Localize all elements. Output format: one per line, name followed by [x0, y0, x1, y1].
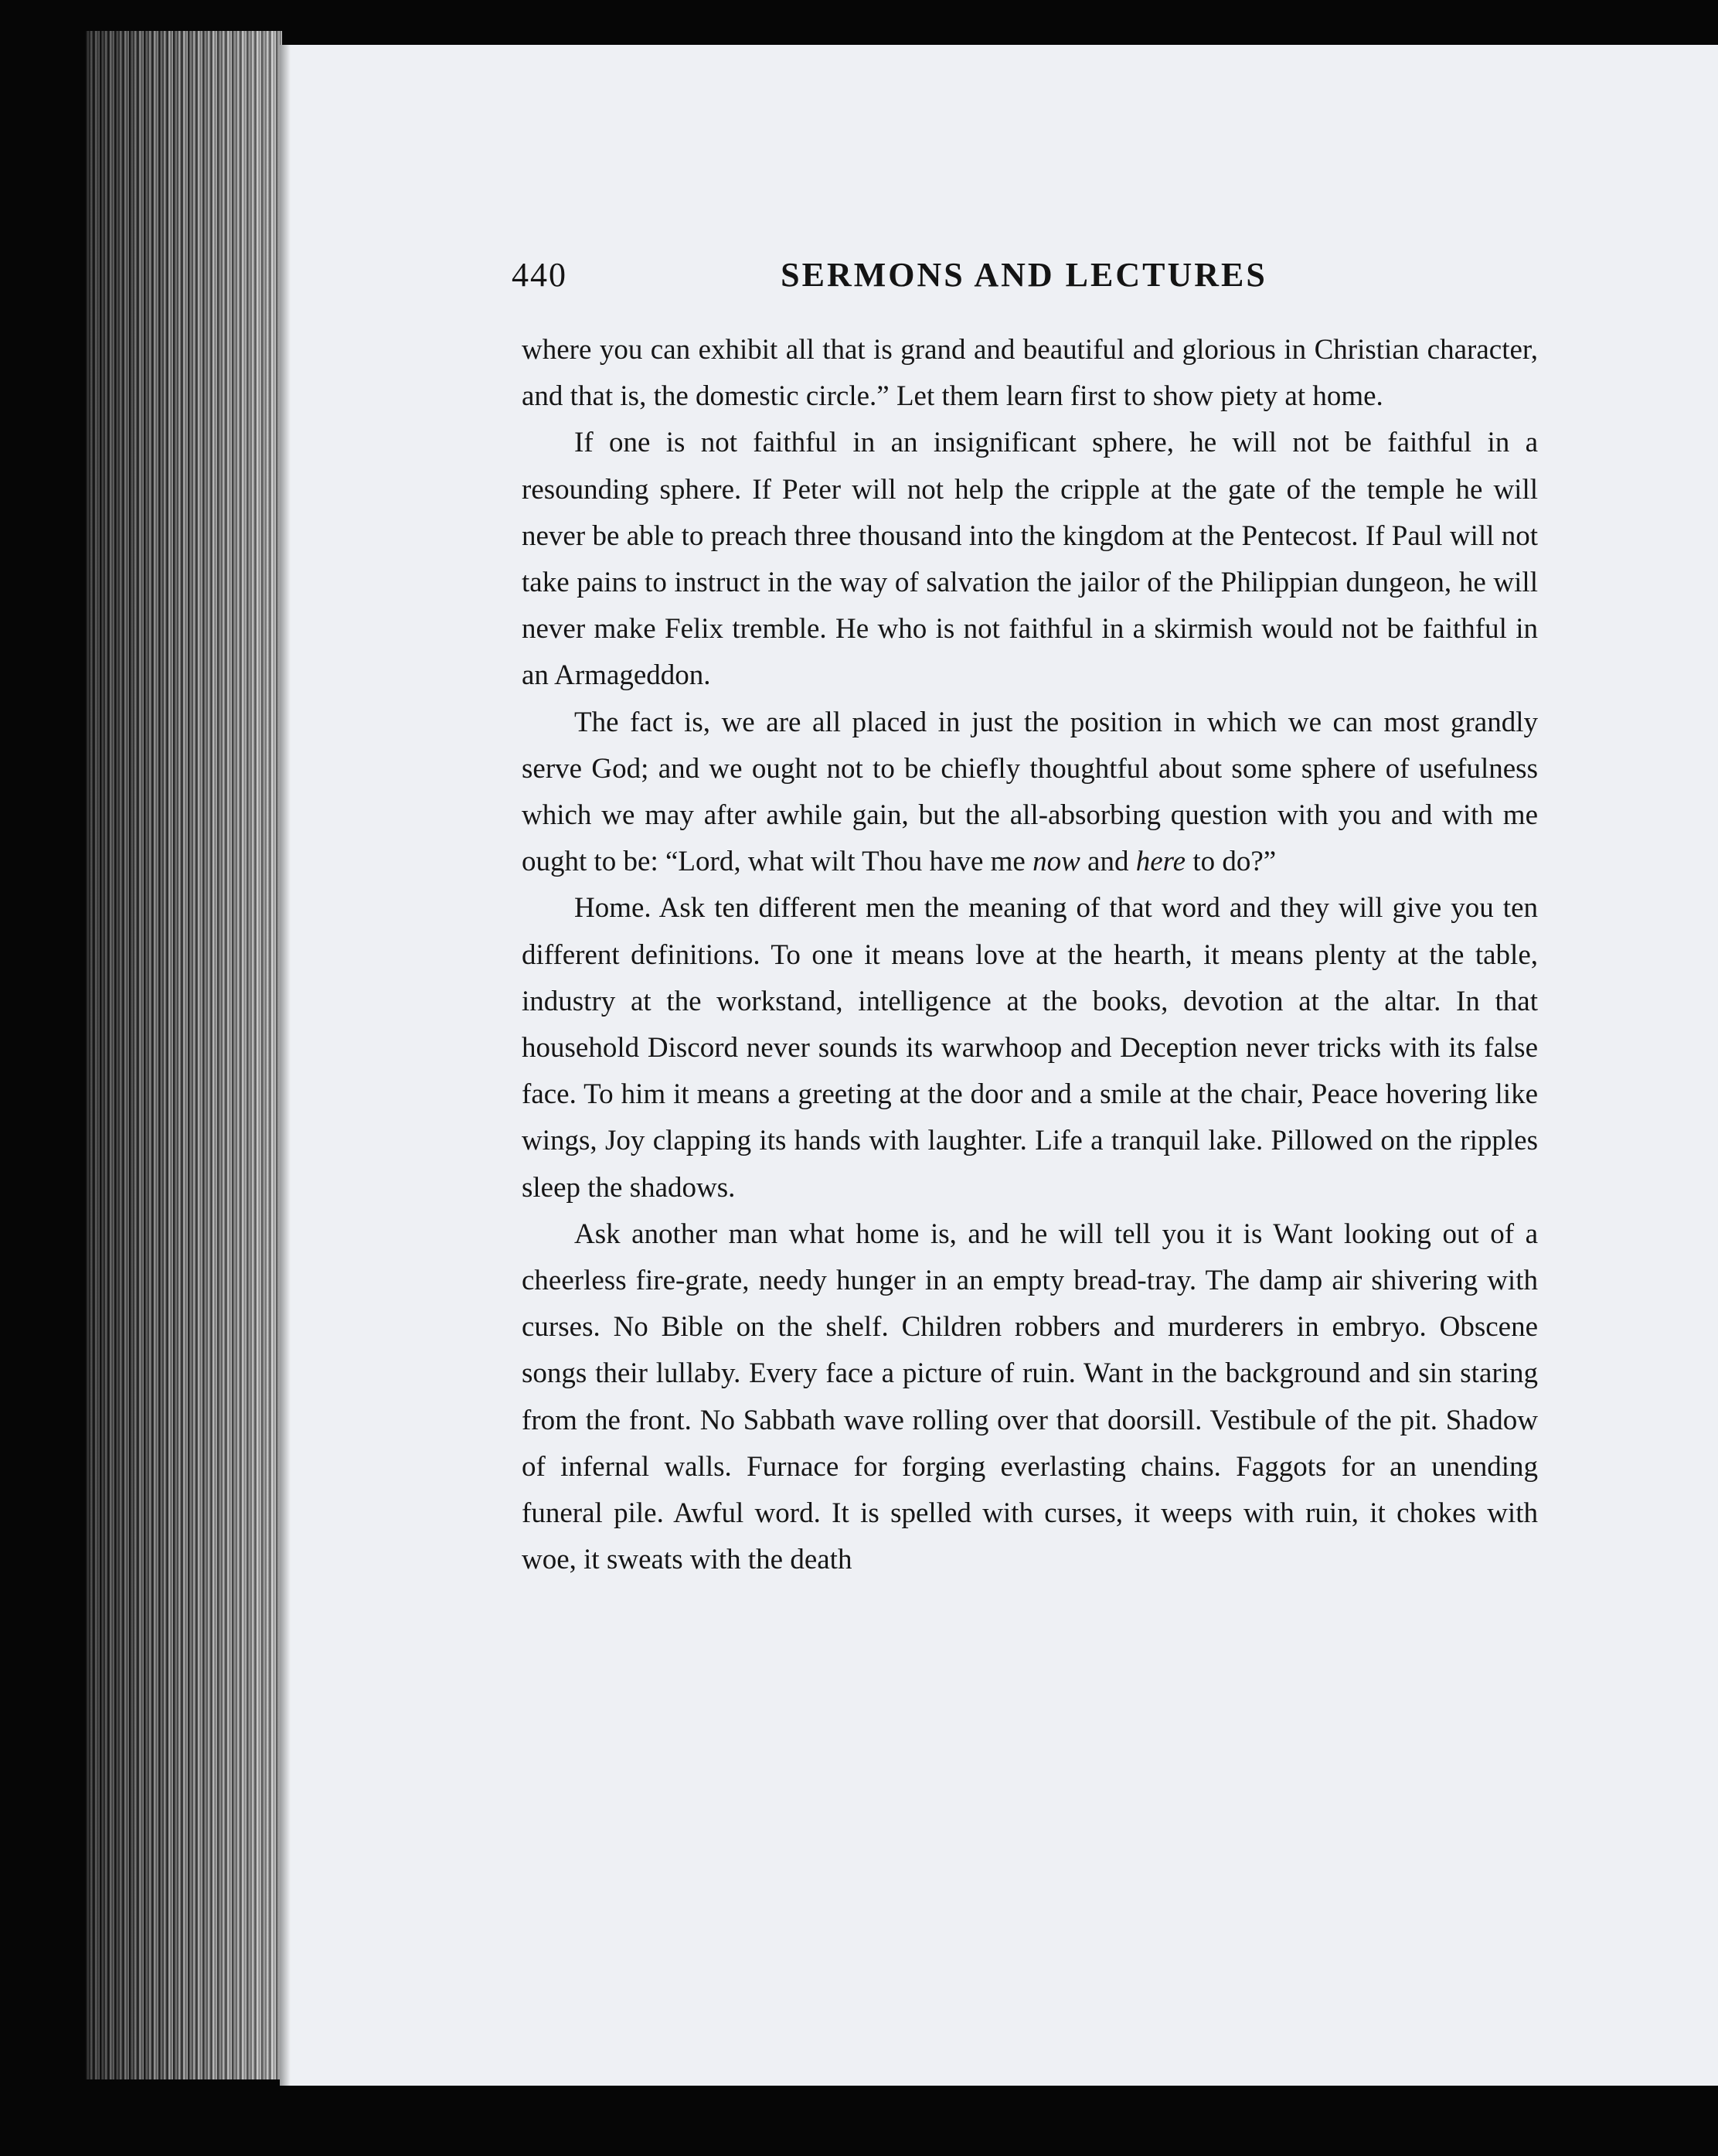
paragraph-2 — [522, 420, 1538, 699]
paragraph-1 — [522, 327, 1538, 420]
paragraph-text: and — [1080, 846, 1136, 878]
body-text — [522, 327, 1538, 1583]
paragraph-text: The fact is, we are all placed in just the position in which we can most grandly serve God; and we ought not to be chiefly thoughtful about some sphere of usefulness which we may after awhile gain, but the all-absorbing question with you and with me ought to be: “Lord, what wilt Thou have me — [522, 706, 1538, 878]
page-number: 440 — [512, 256, 567, 294]
paragraph-text: Ask another man what home is, and he will tell you it is Want looking out of a cheerless fire-grate, needy hunger in an empty bread-tray. The damp air shivering with curses. No Bible on the shelf. Children robbers and murderers in embryo. Obscene songs their lullaby. Every face a picture of ruin. Want in the background and sin staring from the front. No Sabbath wave rolling over that doorsill. Vestibule of the pit. Shadow of infernal walls. Furnace for forging everlasting chains. Faggots for an unending funeral pile. Awful word. It is spelled with curses, it weeps with ruin, it chokes with woe, it sweats with the death — [522, 1218, 1538, 1576]
running-head — [512, 255, 1536, 301]
italic-word-here: here — [1135, 846, 1186, 878]
running-title: SERMONS AND LECTURES — [781, 256, 1267, 294]
gutter-shadow — [280, 45, 291, 2086]
paragraph-5 — [522, 1211, 1538, 1584]
paragraph-text: where you can exhibit all that is grand and beautiful and glorious in Christian character, and that is, the domestic circle.” Let them learn first to show piety at home. — [522, 334, 1538, 413]
paragraph-text: If one is not faithful in an insignificant sphere, he will not be faithful in a resounding sphere. If Peter will not help the cripple at the gate of the temple he will never be able to preach three thousand into the kingdom at the Pentecost. If Paul will not take pains to instruct in the way of salvation the jailor of the Philippian dungeon, he will never make Felix tremble. He who is not faithful in a skirmish would not be faithful in an Armageddon. — [522, 427, 1538, 692]
italic-word-now: now — [1033, 846, 1080, 878]
paragraph-text: to do?” — [1186, 846, 1277, 878]
paragraph-3 — [522, 700, 1538, 886]
paragraph-4 — [522, 885, 1538, 1211]
paragraph-text: Home. Ask ten different men the meaning of that word and they will give you ten different definitions. To one it means love at the hearth, it means plenty at the table, industry at the workstand, intelligence at the books, devotion at the altar. In that household Discord never sounds its warwhoop and Deception never tricks with its false face. To him it means a greeting at the door and a smile at the chair, Peace hovering like wings, Joy clapping its hands with laughter. Life a tranquil lake. Pillowed on the ripples sleep the shadows. — [522, 892, 1538, 1204]
book-page-edges — [85, 31, 282, 2079]
